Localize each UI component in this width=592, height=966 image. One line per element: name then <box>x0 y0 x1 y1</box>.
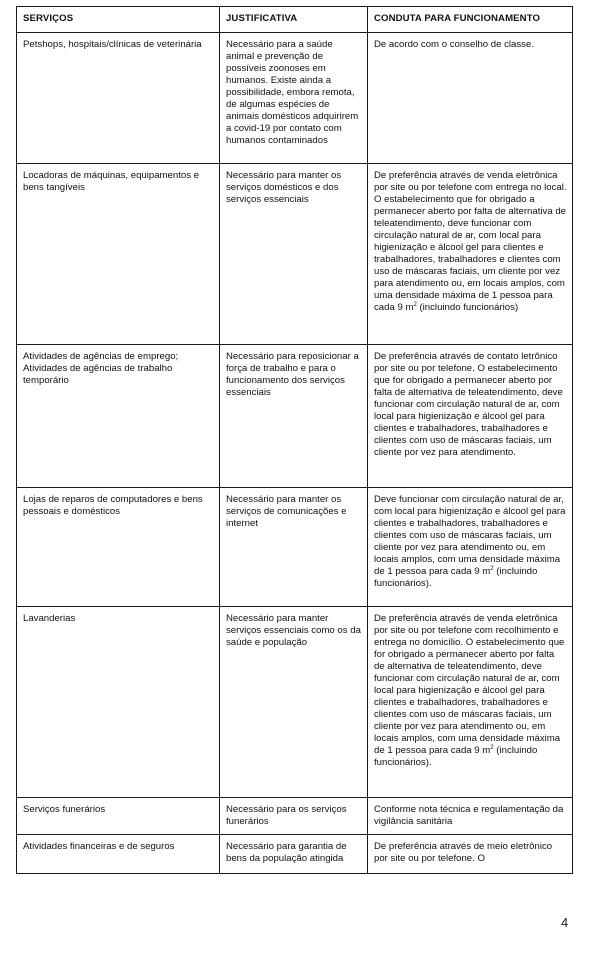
table-row <box>17 488 573 607</box>
table-row <box>17 835 573 874</box>
conduta-text: De preferência através de venda eletrônica por site ou por telefone com entrega no local. O estabelecimento que for obrigado a permanecer aberto por falta de alternativa de teleatendimento, deve funcionar com circulação natural de ar, com local para higienização e álcool gel para clientes e trabalhadores, trabalhadores e clientes com uso de máscaras faciais, um cliente por vez para atendimento ou, em locais amplos, com uma densidade máxima de 1 pessoa para cada 9 m <box>374 170 567 313</box>
table-row <box>17 345 573 488</box>
conduta-text-tail: (incluindo funcionários). <box>374 745 538 768</box>
cell-servico: Lojas de reparos de computadores e bens pessoais e domésticos <box>17 488 220 607</box>
cell-justificativa: Necessário para manter os serviços de comunicações e internet <box>220 488 368 607</box>
table-row <box>17 607 573 798</box>
cell-conduta: De preferência através de meio eletrônico por site ou por telefone. O <box>368 835 573 874</box>
superscript: 2 <box>490 744 494 751</box>
table-row <box>17 798 573 835</box>
cell-conduta <box>368 607 573 798</box>
cell-servico: Lavanderias <box>17 607 220 798</box>
cell-conduta <box>368 488 573 607</box>
superscript: 2 <box>413 301 417 308</box>
cell-justificativa: Necessário para garantia de bens da população atingida <box>220 835 368 874</box>
services-table <box>16 6 573 874</box>
conduta-text-tail: (incluindo funcionários). <box>374 566 538 589</box>
cell-justificativa: Necessário para reposicionar a força de trabalho e para o funcionamento dos serviços essenciais <box>220 345 368 488</box>
conduta-text-tail: (incluindo funcionários) <box>416 302 519 313</box>
superscript: 2 <box>490 565 494 572</box>
table-row <box>17 164 573 345</box>
cell-justificativa: Necessário para manter os serviços domésticos e dos serviços essenciais <box>220 164 368 345</box>
header-conduta: CONDUTA PARA FUNCIONAMENTO <box>368 7 573 33</box>
table-row <box>17 33 573 164</box>
cell-conduta: Conforme nota técnica e regulamentação da vigilância sanitária <box>368 798 573 835</box>
cell-justificativa: Necessário para a saúde animal e prevenção de possíveis zoonoses em humanos. Existe ainda a possibilidade, embora remota, de algumas espécies de animais domésticos adquirirem a covid-19 por contato com humanos contaminados <box>220 33 368 164</box>
cell-justificativa: Necessário para manter serviços essenciais como os da saúde e população <box>220 607 368 798</box>
cell-conduta: De preferência através de contato letrônico por site ou por telefone. O estabelecimento que for obrigado a permanecer aberto por falta de alternativa de teleatendimento, deve funcionar com circulação natural de ar, com local para higienização e álcool gel para clientes e trabalhadores, trabalhadores e clientes com uso de máscaras faciais, um cliente por vez para atendimento. <box>368 345 573 488</box>
cell-conduta <box>368 164 573 345</box>
conduta-text: Deve funcionar com circulação natural de ar, com local para higienização e álcool gel para clientes e trabalhadores, trabalhadores e clientes com uso de máscaras faciais, um cliente por vez para atendimento ou, em locais amplos, com uma densidade máxima de 1 pessoa para cada 9 m <box>374 494 566 577</box>
header-servicos: SERVIÇOS <box>17 7 220 33</box>
cell-servico: Atividades financeiras e de seguros <box>17 835 220 874</box>
page-number: 4 <box>561 915 569 930</box>
conduta-text: De preferência através de venda eletrônica por site ou por telefone com recolhimento e entrega no domicílio. O estabelecimento que for obrigado a permanecer aberto por falta de alternativa de teleatendimento, deve funcionar com circulação natural de ar, com local para higienização e álcool gel para clientes e trabalhadores, trabalhadores e clientes com uso de máscaras faciais, um cliente por vez para atendimento ou, em locais amplos, com uma densidade máxima de 1 pessoa para cada 9 m <box>374 613 565 756</box>
cell-servico: Atividades de agências de emprego; Atividades de agências de trabalho temporário <box>17 345 220 488</box>
cell-servico: Serviços funerários <box>17 798 220 835</box>
cell-justificativa: Necessário para os serviços funerários <box>220 798 368 835</box>
cell-servico: Locadoras de máquinas, equipamentos e bens tangíveis <box>17 164 220 345</box>
table-header-row <box>17 7 573 33</box>
cell-conduta: De acordo com o conselho de classe. <box>368 33 573 164</box>
header-justificativa: JUSTIFICATIVA <box>220 7 368 33</box>
cell-servico: Petshops, hospitais/clínicas de veterinária <box>17 33 220 164</box>
